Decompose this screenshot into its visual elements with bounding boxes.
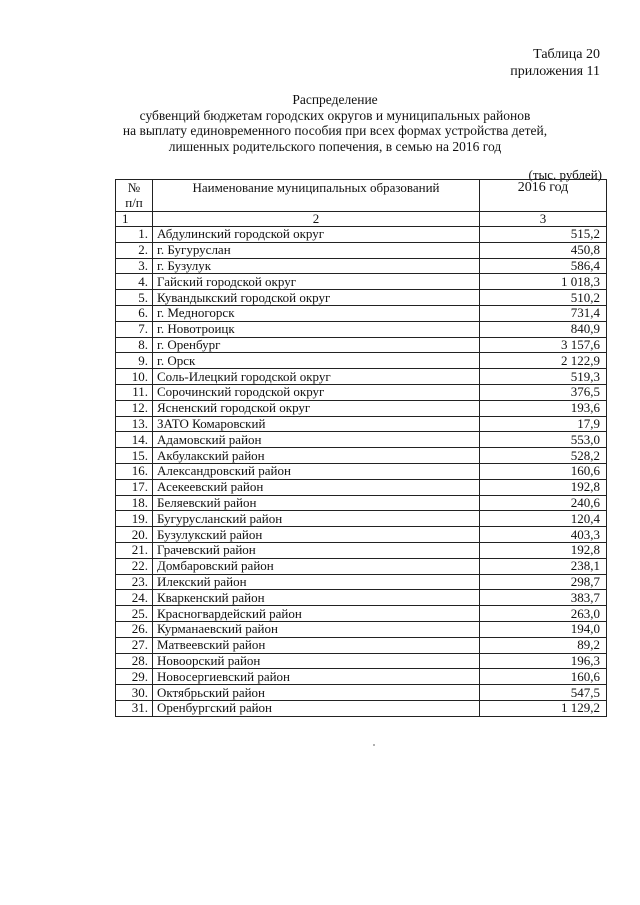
table-row	[116, 653, 607, 669]
row-number: 21.	[116, 542, 153, 558]
row-name: Акбулакский район	[153, 448, 480, 464]
row-number: 20.	[116, 527, 153, 543]
row-number: 12.	[116, 400, 153, 416]
document-heading	[115, 92, 555, 154]
table-row	[116, 305, 607, 321]
row-value: 553,0	[480, 432, 607, 448]
row-number: 30.	[116, 685, 153, 701]
row-name: Красногвардейский район	[153, 606, 480, 622]
row-name: г. Орск	[153, 353, 480, 369]
row-number: 22.	[116, 558, 153, 574]
table-row	[116, 448, 607, 464]
row-name: Абдулинский городской округ	[153, 227, 480, 243]
table-row	[116, 353, 607, 369]
row-number: 15.	[116, 448, 153, 464]
row-number: 5.	[116, 290, 153, 306]
row-name: Новосергиевский район	[153, 669, 480, 685]
table-header-row	[116, 180, 607, 212]
row-value: 403,3	[480, 527, 607, 543]
row-value: 376,5	[480, 384, 607, 400]
row-value: 510,2	[480, 290, 607, 306]
row-name: Домбаровский район	[153, 558, 480, 574]
header-year: 2016 год	[480, 180, 607, 212]
row-value: 194,0	[480, 621, 607, 637]
heading-title: Распределение	[292, 92, 378, 107]
table-row	[116, 669, 607, 685]
table-row	[116, 558, 607, 574]
row-number: 23.	[116, 574, 153, 590]
table-row	[116, 321, 607, 337]
row-value: 519,3	[480, 369, 607, 385]
row-name: г. Медногорск	[153, 305, 480, 321]
row-value: 120,4	[480, 511, 607, 527]
row-name: Бузулукский район	[153, 527, 480, 543]
row-name: Александровский район	[153, 463, 480, 479]
row-number: 11.	[116, 384, 153, 400]
row-number: 17.	[116, 479, 153, 495]
row-number: 18.	[116, 495, 153, 511]
table-row	[116, 400, 607, 416]
row-number: 16.	[116, 463, 153, 479]
table-row	[116, 621, 607, 637]
row-number: 26.	[116, 621, 153, 637]
column-number: 2	[153, 212, 480, 227]
scan-speck	[373, 744, 375, 746]
row-name: ЗАТО Комаровский	[153, 416, 480, 432]
column-number-row	[116, 212, 607, 227]
row-name: Беляевский район	[153, 495, 480, 511]
row-value: 586,4	[480, 258, 607, 274]
row-name: Грачевский район	[153, 542, 480, 558]
table-row	[116, 542, 607, 558]
row-number: 8.	[116, 337, 153, 353]
row-name: г. Бузулук	[153, 258, 480, 274]
row-value: 89,2	[480, 637, 607, 653]
table-row	[116, 274, 607, 290]
row-value: 298,7	[480, 574, 607, 590]
row-value: 840,9	[480, 321, 607, 337]
row-value: 1 129,2	[480, 700, 607, 716]
row-name: Ясненский городской округ	[153, 400, 480, 416]
table-row	[116, 242, 607, 258]
row-number: 29.	[116, 669, 153, 685]
heading-line-2: на выплату единовременного пособия при всех формах устройства детей,	[122, 123, 548, 138]
row-number: 7.	[116, 321, 153, 337]
table-row	[116, 463, 607, 479]
row-number: 3.	[116, 258, 153, 274]
row-name: Соль-Илецкий городской округ	[153, 369, 480, 385]
units-label: (тыс. рублей)	[528, 167, 602, 182]
row-value: 528,2	[480, 448, 607, 464]
row-name: Илекский район	[153, 574, 480, 590]
row-value: 160,6	[480, 463, 607, 479]
row-number: 14.	[116, 432, 153, 448]
row-name: Октябрьский район	[153, 685, 480, 701]
table-row	[116, 590, 607, 606]
row-value: 450,8	[480, 242, 607, 258]
row-number: 10.	[116, 369, 153, 385]
table-row	[116, 416, 607, 432]
table-row	[116, 511, 607, 527]
annex-label	[510, 46, 600, 80]
row-number: 13.	[116, 416, 153, 432]
row-value: 3 157,6	[480, 337, 607, 353]
row-number: 25.	[116, 606, 153, 622]
header-number: № п/п	[116, 180, 153, 212]
row-number: 4.	[116, 274, 153, 290]
row-number: 19.	[116, 511, 153, 527]
table-row	[116, 637, 607, 653]
row-number: 27.	[116, 637, 153, 653]
row-name: Кваркенский район	[153, 590, 480, 606]
table-row	[116, 384, 607, 400]
row-value: 160,6	[480, 669, 607, 685]
table-row	[116, 700, 607, 716]
table-row	[116, 337, 607, 353]
table-row	[116, 606, 607, 622]
row-number: 1.	[116, 227, 153, 243]
row-name: г. Оренбург	[153, 337, 480, 353]
row-name: Адамовский район	[153, 432, 480, 448]
row-name: г. Новотроицк	[153, 321, 480, 337]
heading-line-1: субвенций бюджетам городских округов и муниципальных районов	[139, 107, 531, 123]
row-name: Бугурусланский район	[153, 511, 480, 527]
row-value: 192,8	[480, 542, 607, 558]
table-row	[116, 479, 607, 495]
distribution-table	[115, 179, 607, 717]
row-name: Новоорский район	[153, 653, 480, 669]
row-value: 383,7	[480, 590, 607, 606]
annex-table-number: Таблица 20	[533, 47, 600, 62]
row-name: Кувандыкский городской округ	[153, 290, 480, 306]
row-name: г. Бугуруслан	[153, 242, 480, 258]
row-value: 238,1	[480, 558, 607, 574]
row-name: Курманаевский район	[153, 621, 480, 637]
row-value: 731,4	[480, 305, 607, 321]
column-number: 1	[116, 212, 153, 227]
row-value: 196,3	[480, 653, 607, 669]
heading-line-3: лишенных родительского попечения, в семью на 2016 год	[168, 138, 502, 154]
row-number: 24.	[116, 590, 153, 606]
row-name: Оренбургский район	[153, 700, 480, 716]
header-name: Наименование муниципальных образований	[153, 180, 480, 212]
table-row	[116, 290, 607, 306]
row-value: 2 122,9	[480, 353, 607, 369]
table-row	[116, 258, 607, 274]
table-row	[116, 685, 607, 701]
row-value: 17,9	[480, 416, 607, 432]
row-number: 9.	[116, 353, 153, 369]
row-name: Матвеевский район	[153, 637, 480, 653]
row-value: 263,0	[480, 606, 607, 622]
row-name: Гайский городской округ	[153, 274, 480, 290]
table-body	[116, 227, 607, 717]
row-name: Асекеевский район	[153, 479, 480, 495]
row-value: 1 018,3	[480, 274, 607, 290]
row-name: Сорочинский городской округ	[153, 384, 480, 400]
row-value: 240,6	[480, 495, 607, 511]
row-value: 193,6	[480, 400, 607, 416]
row-number: 28.	[116, 653, 153, 669]
table-row	[116, 369, 607, 385]
table-row	[116, 527, 607, 543]
table-row	[116, 495, 607, 511]
row-number: 6.	[116, 305, 153, 321]
row-number: 2.	[116, 242, 153, 258]
row-number: 31.	[116, 700, 153, 716]
table-row	[116, 574, 607, 590]
row-value: 547,5	[480, 685, 607, 701]
table-row	[116, 432, 607, 448]
column-number: 3	[480, 212, 607, 227]
row-value: 515,2	[480, 227, 607, 243]
annex-appendix-number: приложения 11	[510, 64, 600, 79]
table-row	[116, 227, 607, 243]
row-value: 192,8	[480, 479, 607, 495]
